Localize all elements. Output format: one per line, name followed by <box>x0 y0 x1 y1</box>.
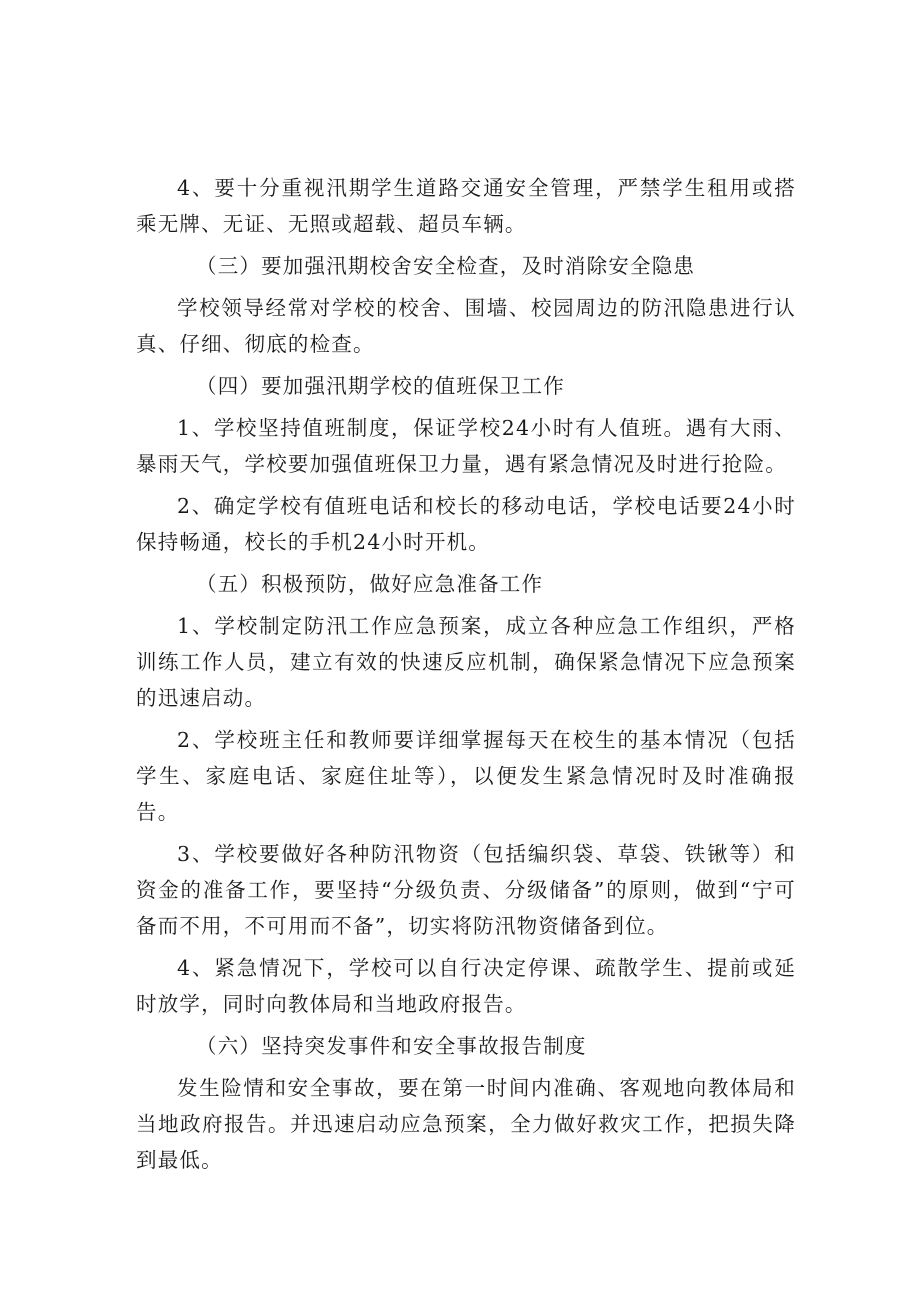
paragraph-class-suspension: 4、紧急情况下，学校可以自行决定停课、疏散学生、提前或延时放学，同时向教体局和当地政府报告。 <box>136 956 796 1016</box>
section-heading-5: （五）积极预防，做好应急准备工作 <box>196 572 544 596</box>
document-body <box>136 170 796 1184</box>
paragraph-building-inspection: 学校领导经常对学校的校舍、围墙、校园周边的防汛隐患进行认真、仔细、彻底的检查。 <box>136 296 796 356</box>
section-heading-6: （六）坚持突发事件和安全事故报告制度 <box>196 1034 587 1058</box>
paragraph-duty-system: 1、学校坚持值班制度，保证学校24小时有人值班。遇有大雨、暴雨天气，学校要加强值班保卫力量，遇有紧急情况及时进行抢险。 <box>136 416 796 476</box>
paragraph-phone-contact: 2、确定学校有值班电话和校长的移动电话，学校电话要24小时保持畅通，校长的手机24小时开机。 <box>136 494 796 554</box>
paragraph-traffic-safety: 4、要十分重视汛期学生道路交通安全管理，严禁学生租用或搭乘无牌、无证、无照或超载、超员车辆。 <box>136 176 796 236</box>
paragraph-student-info: 2、学校班主任和教师要详细掌握每天在校生的基本情况（包括学生、家庭电话、家庭住址等），以便发生紧急情况时及时准确报告。 <box>136 728 796 824</box>
section-heading-4: （四）要加强汛期学校的值班保卫工作 <box>196 374 565 398</box>
paragraph-flood-supplies: 3、学校要做好各种防汛物资（包括编织袋、草袋、铁锹等）和资金的准备工作，要坚持“分级负责、分级储备”的原则，做到“宁可备而不用，不可用而不备”，切实将防汛物资储备到位。 <box>136 842 796 938</box>
section-heading-3: （三）要加强汛期校舍安全检查，及时消除安全隐患 <box>196 254 696 278</box>
paragraph-emergency-plan: 1、学校制定防汛工作应急预案，成立各种应急工作组织，严格训练工作人员，建立有效的快速反应机制，确保紧急情况下应急预案的迅速启动。 <box>136 614 796 710</box>
paragraph-incident-report: 发生险情和安全事故，要在第一时间内准确、客观地向教体局和当地政府报告。并迅速启动应急预案，全力做好救灾工作，把损失降到最低。 <box>136 1076 796 1172</box>
